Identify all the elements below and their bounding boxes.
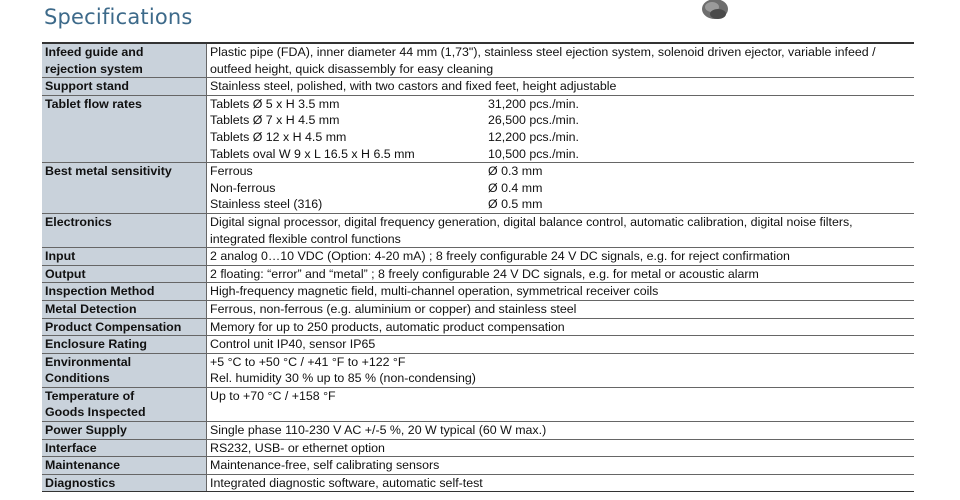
- spec-label-line: Support stand: [45, 79, 129, 94]
- spec-label-line: Product Compensation: [45, 319, 182, 334]
- spec-value: [207, 43, 915, 78]
- spec-label: [42, 163, 207, 214]
- spec-item-value: Ø 0.4 mm: [488, 180, 543, 195]
- spec-item: Tablets oval W 9 x L 16.5 x H 6.5 mm: [210, 146, 415, 161]
- spec-value-line: Control unit IP40, sensor IP65: [210, 337, 376, 352]
- spec-row: [42, 387, 914, 421]
- spec-value: [207, 283, 915, 301]
- spec-value-line: RS232, USB- or ethernet option: [210, 440, 385, 455]
- spec-value: [207, 300, 915, 318]
- spec-value: [207, 163, 915, 214]
- page-title: Specifications: [44, 5, 193, 29]
- spec-label: [42, 248, 207, 266]
- spec-label-line: Interface: [45, 440, 97, 455]
- spec-label: [42, 318, 207, 336]
- specifications-table: [42, 42, 914, 492]
- spec-value: [207, 439, 915, 457]
- spec-value-pair: [210, 112, 911, 129]
- spec-label-line: Goods Inspected: [45, 405, 146, 420]
- spec-value-line: Ferrous, non-ferrous (e.g. aluminium or copper) and stainless steel: [210, 301, 577, 316]
- spec-value-line: Stainless steel, polished, with two castors and fixed feet, height adjustable: [210, 79, 617, 94]
- spec-row: [42, 43, 914, 78]
- spec-value-line: 2 floating: “error” and “metal” ; 8 freely configurable 24 V DC signals, e.g. for metal or acoustic alarm: [210, 266, 759, 281]
- spec-row: [42, 265, 914, 283]
- spec-label: [42, 78, 207, 96]
- spec-item: Tablets Ø 7 x H 4.5 mm: [210, 113, 340, 128]
- spec-label-line: Best metal sensitivity: [45, 164, 172, 179]
- spec-value-line: Maintenance-free, self calibrating sensors: [210, 458, 440, 473]
- spec-label-line: Output: [45, 266, 86, 281]
- spec-value-line: 2 analog 0…10 VDC (Option: 4-20 mA) ; 8 freely configurable 24 V DC signals, e.g. for reject confirmation: [210, 249, 790, 264]
- spec-value: [207, 213, 915, 247]
- spec-value-pair: [210, 129, 911, 146]
- spec-label-line: Environmental: [45, 354, 132, 369]
- spec-item-value: 31,200 pcs./min.: [488, 96, 579, 111]
- spec-label: [42, 474, 207, 492]
- spec-label: [42, 265, 207, 283]
- spec-row: [42, 457, 914, 475]
- spec-label-line: Conditions: [45, 371, 110, 386]
- spec-value: [207, 265, 915, 283]
- spec-label-line: Temperature of: [45, 388, 135, 403]
- spec-label: [42, 213, 207, 247]
- spec-label: [42, 387, 207, 421]
- spec-value-pair: [210, 196, 911, 213]
- spec-value-pair: [210, 146, 911, 163]
- spec-label-line: Inspection Method: [45, 284, 155, 299]
- spec-value: [207, 457, 915, 475]
- spec-value: [207, 387, 915, 421]
- spec-row: [42, 336, 914, 354]
- spec-label-line: Metal Detection: [45, 301, 137, 316]
- spec-value-line: Plastic pipe (FDA), inner diameter 44 mm (1,73"), stainless steel ejection system, solenoid driven ejector, variable infeed /: [210, 45, 876, 59]
- spec-label-line: Input: [45, 249, 76, 264]
- spec-label-line: Power Supply: [45, 423, 127, 438]
- spec-value: [207, 318, 915, 336]
- spec-value: [207, 336, 915, 354]
- spec-row: [42, 318, 914, 336]
- spec-value-pair: [210, 163, 911, 180]
- spec-item-value: Ø 0.5 mm: [488, 197, 543, 212]
- spec-value-line: High-frequency magnetic field, multi-channel operation, symmetrical receiver coils: [210, 284, 659, 299]
- spec-label: [42, 95, 207, 162]
- spec-label-line: Tablet flow rates: [45, 96, 142, 111]
- spec-value-line: Rel. humidity 30 % up to 85 % (non-condensing): [210, 371, 476, 386]
- spec-value: [207, 474, 915, 492]
- spec-label: [42, 283, 207, 301]
- spec-value-line: Single phase 110-230 V AC +/-5 %, 20 W typical (60 W max.): [210, 423, 547, 438]
- spec-value: [207, 422, 915, 440]
- spec-label: [42, 300, 207, 318]
- spec-label: [42, 457, 207, 475]
- spec-item-value: 26,500 pcs./min.: [488, 113, 579, 128]
- spec-item-value: 12,200 pcs./min.: [488, 129, 579, 144]
- spec-row: [42, 78, 914, 96]
- spec-label-line: Maintenance: [45, 458, 121, 473]
- spec-label-line: Enclosure Rating: [45, 337, 147, 352]
- spec-label-line: rejection system: [45, 61, 143, 76]
- spec-value: [207, 248, 915, 266]
- spec-label: [42, 422, 207, 440]
- spec-item: Tablets Ø 12 x H 4.5 mm: [210, 129, 347, 144]
- spec-item-value: 10,500 pcs./min.: [488, 146, 579, 161]
- spec-value-line: Integrated diagnostic software, automatic self-test: [210, 475, 483, 490]
- spec-value-line: Digital signal processor, digital frequency generation, digital balance control, automatic calibration, digital noise filters,: [210, 214, 853, 229]
- spec-label: [42, 353, 207, 387]
- spec-value: [207, 95, 915, 162]
- spec-row: [42, 95, 914, 162]
- spec-row: [42, 422, 914, 440]
- spec-label: [42, 439, 207, 457]
- product-image-fragment: [698, 0, 730, 22]
- spec-value-line: Memory for up to 250 products, automatic product compensation: [210, 319, 565, 334]
- spec-value-pair: [210, 96, 911, 113]
- spec-row: [42, 213, 914, 247]
- spec-row: [42, 300, 914, 318]
- spec-item: Non-ferrous: [210, 180, 276, 195]
- spec-value-line: outfeed height, quick disassembly for easy cleaning: [210, 61, 494, 76]
- spec-item-value: Ø 0.3 mm: [488, 164, 543, 179]
- spec-value-pair: [210, 180, 911, 197]
- spec-label: [42, 336, 207, 354]
- spec-label-line: Infeed guide and: [45, 45, 144, 59]
- spec-label: [42, 43, 207, 78]
- spec-item: Ferrous: [210, 164, 253, 179]
- spec-value-line: integrated flexible control functions: [210, 231, 401, 246]
- spec-row: [42, 163, 914, 214]
- spec-row: [42, 474, 914, 492]
- spec-row: [42, 439, 914, 457]
- spec-item: Stainless steel (316): [210, 197, 323, 212]
- spec-value: [207, 353, 915, 387]
- spec-value: [207, 78, 915, 96]
- spec-row: [42, 353, 914, 387]
- spec-label-line: Diagnostics: [45, 475, 116, 490]
- spec-item: Tablets Ø 5 x H 3.5 mm: [210, 96, 340, 111]
- spec-row: [42, 248, 914, 266]
- spec-value-line: +5 °C to +50 °C / +41 °F to +122 °F: [210, 354, 406, 369]
- spec-row: [42, 283, 914, 301]
- spec-value-line: Up to +70 °C / +158 °F: [210, 388, 336, 403]
- spec-label-line: Electronics: [45, 214, 112, 229]
